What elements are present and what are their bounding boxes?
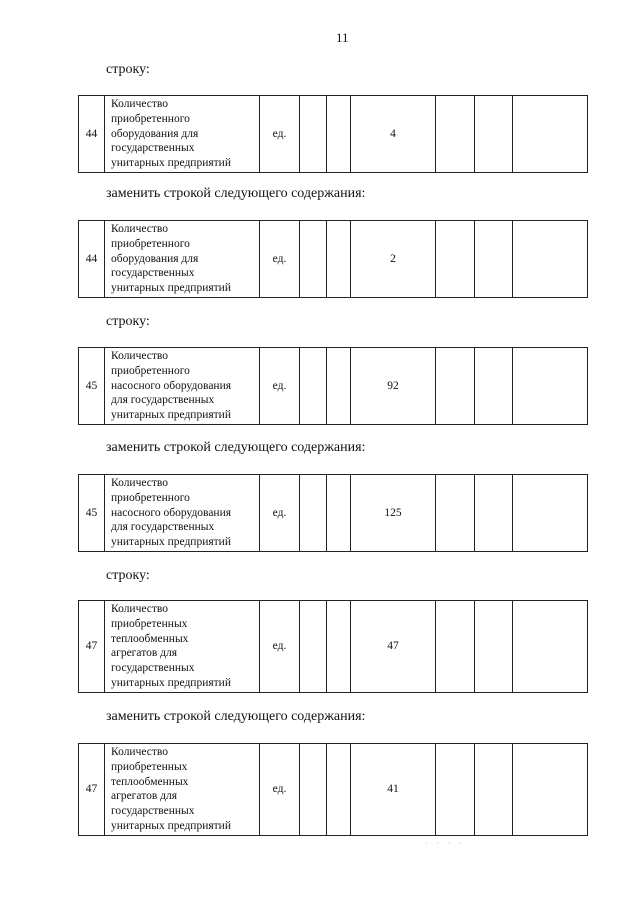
row-name: Количество приобретенных теплообменных агрегатов для государственных унитарных предприятий: [105, 744, 260, 836]
row-value: 47: [351, 601, 436, 693]
row-value: 2: [351, 221, 436, 298]
table-row-1: [78, 95, 588, 173]
table-row-6: [78, 743, 588, 836]
empty-cell: [513, 221, 588, 298]
row-number: 47: [79, 601, 105, 693]
caption-6: заменить строкой следующего содержания:: [106, 709, 366, 724]
empty-cell: [327, 601, 351, 693]
row-name: Количество приобретенного насосного оборудования для государственных унитарных предприятий: [105, 348, 260, 425]
row-value: 125: [351, 475, 436, 552]
empty-cell: [436, 348, 475, 425]
empty-cell: [436, 96, 475, 173]
empty-cell: [300, 475, 327, 552]
empty-cell: [300, 601, 327, 693]
empty-cell: [475, 744, 513, 836]
empty-cell: [327, 96, 351, 173]
empty-cell: [513, 601, 588, 693]
caption-3: строку:: [106, 314, 150, 329]
row-value: 92: [351, 348, 436, 425]
table-row-3: [78, 347, 588, 425]
empty-cell: [327, 744, 351, 836]
table-row-2: [78, 220, 588, 298]
row-value: 41: [351, 744, 436, 836]
row-number: 45: [79, 348, 105, 425]
empty-cell: [300, 744, 327, 836]
table-row-5: [78, 600, 588, 693]
page-number: 11: [336, 30, 349, 45]
caption-4: заменить строкой следующего содержания:: [106, 440, 366, 455]
row-name: Количество приобретенного оборудования для государственных унитарных предприятий: [105, 96, 260, 173]
empty-cell: [436, 475, 475, 552]
row-number: 47: [79, 744, 105, 836]
empty-cell: [513, 348, 588, 425]
empty-cell: [475, 221, 513, 298]
row-unit: ед.: [260, 348, 300, 425]
empty-cell: [327, 221, 351, 298]
table-row-4: [78, 474, 588, 552]
empty-cell: [475, 601, 513, 693]
row-value: 4: [351, 96, 436, 173]
row-number: 45: [79, 475, 105, 552]
caption-1: строку:: [106, 62, 150, 77]
caption-5: строку:: [106, 568, 150, 583]
empty-cell: [475, 348, 513, 425]
scan-specks: · · · ·: [425, 838, 465, 848]
empty-cell: [436, 221, 475, 298]
row-name: Количество приобретенных теплообменных агрегатов для государственных унитарных предприятий: [105, 601, 260, 693]
row-unit: ед.: [260, 221, 300, 298]
row-unit: ед.: [260, 744, 300, 836]
empty-cell: [513, 744, 588, 836]
row-unit: ед.: [260, 475, 300, 552]
row-name: Количество приобретенного насосного оборудования для государственных унитарных предприятий: [105, 475, 260, 552]
empty-cell: [300, 96, 327, 173]
empty-cell: [327, 348, 351, 425]
empty-cell: [513, 475, 588, 552]
empty-cell: [475, 96, 513, 173]
row-unit: ед.: [260, 601, 300, 693]
row-number: 44: [79, 221, 105, 298]
row-number: 44: [79, 96, 105, 173]
empty-cell: [300, 221, 327, 298]
row-name: Количество приобретенного оборудования для государственных унитарных предприятий: [105, 221, 260, 298]
empty-cell: [513, 96, 588, 173]
row-unit: ед.: [260, 96, 300, 173]
caption-2: заменить строкой следующего содержания:: [106, 186, 366, 201]
empty-cell: [300, 348, 327, 425]
empty-cell: [475, 475, 513, 552]
empty-cell: [327, 475, 351, 552]
empty-cell: [436, 744, 475, 836]
empty-cell: [436, 601, 475, 693]
